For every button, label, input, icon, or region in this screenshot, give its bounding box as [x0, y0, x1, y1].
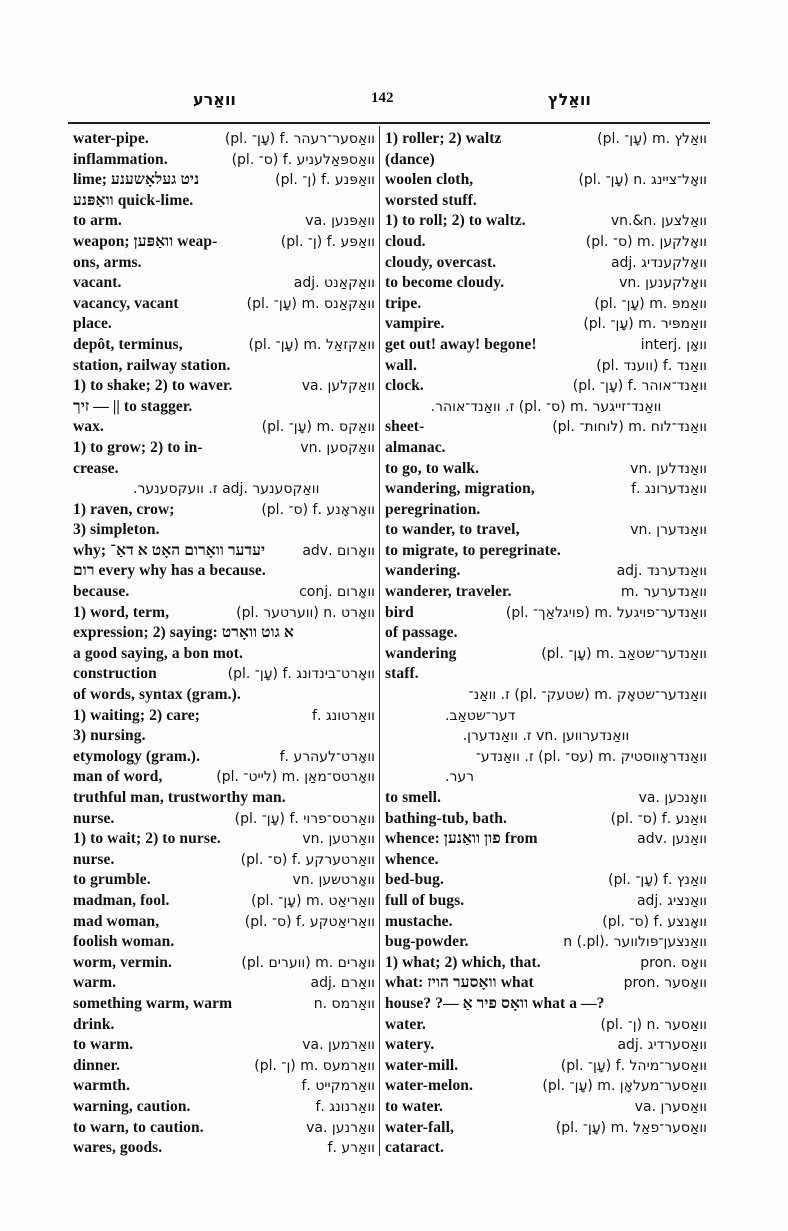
headword: וואָרטשען .vn	[292, 872, 375, 889]
entry-line	[385, 829, 707, 850]
english-gloss: worsted stuff.	[385, 191, 477, 209]
headword: וואַרטען .vn	[302, 831, 375, 848]
entry-line	[385, 644, 707, 665]
headword: וואָסער .pron	[623, 975, 707, 992]
entry-line	[73, 809, 375, 830]
entry-line	[385, 994, 707, 1015]
english-gloss: station, railway station.	[73, 356, 231, 374]
entry-line	[73, 314, 375, 335]
headword: וואַנע .f (ס־ .pl)	[610, 810, 707, 827]
english-gloss: רום every why has a because.	[73, 562, 266, 580]
entry-line	[385, 726, 707, 747]
english-gloss: mustache.	[385, 912, 453, 930]
english-gloss: clock.	[385, 377, 424, 395]
entry-line	[73, 1035, 375, 1056]
english-gloss: to migrate, to peregrinate.	[385, 541, 561, 559]
headword: וואַמפּ .m (עָן־ .pl)	[594, 295, 707, 312]
headword: וואַרע .f	[327, 1140, 375, 1157]
entry-line	[385, 685, 707, 706]
english-gloss: wandering, migration,	[385, 480, 535, 498]
entry-line	[73, 191, 375, 212]
headword: וואַלץ .m (עָן־ .pl)	[597, 131, 707, 147]
entry-line	[73, 459, 375, 480]
english-gloss: depôt, terminus,	[73, 335, 183, 353]
english-gloss: of passage.	[385, 624, 458, 642]
entry-line	[73, 973, 375, 994]
entry-line	[385, 541, 707, 562]
entry-line	[73, 273, 375, 294]
entry-line	[73, 891, 375, 912]
entry-line	[385, 211, 707, 232]
entry-line	[385, 788, 707, 809]
headword: וואַסער־פאַל .m (עָן־ .pl)	[555, 1119, 707, 1136]
headword: וואָלקענדיג .adj	[610, 254, 707, 271]
english-gloss: water-fall,	[385, 1118, 454, 1136]
headword: וואָלקען .m (ס־ .pl)	[585, 233, 707, 250]
headword: וואַקלען .va	[301, 378, 375, 395]
headword: וואַרמעס .m (ן־ .pl)	[254, 1057, 375, 1074]
entry-line	[385, 500, 707, 521]
entry-line	[73, 211, 375, 232]
headword: וואָרט־בינדונג .f (עָן־ .pl)	[227, 666, 375, 683]
entry-line	[385, 932, 707, 953]
entry-line	[73, 726, 375, 747]
headword: וואַנדראָווסטיק .m (עס־ .pl) ז. וואַנדע־	[475, 748, 707, 765]
english-gloss: 1) to roll; 2) to waltz.	[385, 212, 526, 230]
entry-line	[385, 953, 707, 974]
entry-line	[73, 603, 375, 624]
entry-line	[385, 1035, 707, 1056]
english-gloss: wandering	[385, 644, 457, 662]
english-gloss: to warm.	[73, 1036, 134, 1054]
english-gloss: (dance)	[385, 150, 435, 168]
english-gloss: what: וואָסער הויז what	[385, 974, 534, 992]
headword: וואַפּע .f (ן־ .pl)	[280, 233, 375, 250]
entry-line	[385, 335, 707, 356]
entry-line	[385, 314, 707, 335]
english-gloss: nurse.	[73, 809, 115, 827]
headword: וואָלקענען .vn	[619, 275, 707, 292]
entry-line	[73, 356, 375, 377]
english-gloss: warning, caution.	[73, 1097, 191, 1115]
english-gloss: wall.	[385, 356, 417, 374]
entry-line	[73, 561, 375, 582]
headword: וואַנדערן .vn	[630, 522, 707, 539]
entry-line	[385, 294, 707, 315]
entry-line	[73, 335, 375, 356]
headword: וואָרט־לעהרע .f	[279, 748, 375, 765]
english-gloss: whence.	[385, 850, 439, 868]
entry-line	[385, 376, 707, 397]
english-gloss: house? ?— וואָס פיר אַ what a —?	[385, 994, 605, 1012]
english-gloss: 1) raven, crow;	[73, 500, 175, 518]
headword: וואַקס .m (עָן־ .pl)	[261, 419, 375, 436]
headword: וואַנדלען .vn	[630, 460, 707, 477]
english-gloss: 1) waiting; 2) care;	[73, 706, 200, 724]
english-gloss: cataract.	[385, 1139, 444, 1157]
english-gloss: זיך — || to stagger.	[73, 397, 193, 415]
english-gloss: 1) to shake; 2) to waver.	[73, 377, 233, 395]
english-gloss: water-pipe.	[73, 130, 149, 147]
entry-line	[385, 1118, 707, 1139]
entry-line	[73, 479, 375, 500]
headword: וואַנד־זייגער .m (ס־ .pl) ז. וואַנד־אוהר.	[430, 398, 662, 415]
english-gloss: place.	[73, 315, 112, 333]
entry-line	[385, 170, 707, 191]
english-gloss: to wander, to travel,	[385, 521, 520, 539]
headword: וואָרטס־מאַן .m (לייט־ .pl)	[216, 769, 375, 786]
entry-line	[73, 520, 375, 541]
headword: וואַסער .n (ן־ .pl)	[600, 1016, 707, 1033]
entry-line	[73, 664, 375, 685]
entry-line	[73, 150, 375, 171]
english-gloss: וואַפּנע quick-lime.	[73, 191, 194, 209]
page-number: 142	[371, 90, 394, 106]
headword: וואַריאַטקע .f (ס־ .pl)	[244, 913, 375, 930]
headword: וואַרטס־פרוי .f (עָן־ .pl)	[234, 810, 375, 827]
headword: וואַרטערקע .f (ס־ .pl)	[240, 851, 375, 868]
english-gloss: wares, goods.	[73, 1139, 163, 1157]
english-gloss: vacancy, vacant	[73, 294, 179, 312]
entry-line	[73, 500, 375, 521]
headword: וואָס .pron	[640, 954, 707, 971]
english-gloss: worm, vermin.	[73, 953, 173, 971]
entry-line	[73, 1056, 375, 1077]
english-gloss: truthful man, trustworthy man.	[73, 789, 286, 806]
english-gloss: a good saying, a bon mot.	[73, 644, 244, 662]
headword: וואַסערדיג .adj	[617, 1037, 707, 1054]
left-guide-word: וואַרע	[193, 90, 236, 109]
entry-line	[385, 973, 707, 994]
headword: וואַרמקייט .f	[301, 1078, 375, 1095]
entry-line	[73, 747, 375, 768]
english-gloss: to arm.	[73, 212, 122, 230]
headword: וואַנד .f (ווענד .pl)	[596, 357, 707, 374]
english-gloss: cloud.	[385, 232, 426, 250]
headword: וואַרנונג .f	[315, 1098, 375, 1115]
entry-line	[385, 809, 707, 830]
english-gloss: nurse.	[73, 850, 115, 868]
entry-line	[385, 603, 707, 624]
entry-line	[73, 644, 375, 665]
entry-line	[73, 1076, 375, 1097]
headword: וואַנדער־שטאַב .m (עָן־ .pl)	[541, 645, 707, 662]
english-gloss: wanderer, traveler.	[385, 583, 512, 601]
english-gloss: bed-bug.	[385, 871, 444, 889]
english-gloss: bug-powder.	[385, 933, 469, 951]
column-divider	[379, 126, 380, 1156]
english-gloss: wax.	[73, 418, 104, 436]
entry-line	[73, 912, 375, 933]
headword: וואַקסען .vn	[300, 439, 375, 456]
headword: וואַנען .adv	[637, 831, 707, 848]
entry-line	[385, 479, 707, 500]
english-gloss: expression; 2) saying: א גוט וואָרט	[73, 624, 294, 642]
english-gloss: whence: פון וואַנען from	[385, 830, 538, 848]
headword: וואַנדערווען .vn ז. וואַנדערן.	[462, 728, 630, 745]
entry-line	[73, 829, 375, 850]
english-gloss: get out! away! begone!	[385, 335, 537, 353]
headword: וואַנדערונג .f	[631, 481, 707, 498]
headword: וואַנדערער .m	[620, 584, 707, 601]
headword: וואָנכען .va	[638, 790, 707, 806]
english-gloss: lime; ניט געלאָשענע	[73, 171, 200, 189]
right-guide-word: וואַלץ	[548, 90, 591, 109]
entry-line	[385, 1138, 707, 1159]
english-gloss: 1) to grow; 2) to in-	[73, 438, 203, 456]
headword: וואַסערן .va	[634, 1098, 707, 1115]
headword: וואָראָנע .f (ס־ .pl)	[261, 501, 375, 518]
english-gloss: madman, fool.	[73, 891, 170, 909]
headword: דער־שטאַב.	[445, 707, 516, 724]
headword: וואַסער־מיהל .f (עָן־ .pl)	[560, 1057, 707, 1074]
english-gloss: vampire.	[385, 315, 445, 333]
entry-line	[73, 541, 375, 562]
entry-line	[73, 1097, 375, 1118]
headword: וואַרם .adj	[310, 975, 375, 992]
headword: וואַפּנען .va	[305, 213, 375, 230]
entry-line	[385, 664, 707, 685]
english-gloss: woolen cloth,	[385, 171, 474, 189]
english-gloss: water.	[385, 1015, 426, 1033]
headword: וואָרום .adv	[302, 542, 375, 559]
english-gloss: bathing-tub, bath.	[385, 809, 507, 827]
headword: וואַנד־אוהר .f (עָן־ .pl)	[572, 378, 707, 395]
header-rule	[68, 122, 710, 124]
english-gloss: something warm, warm	[73, 994, 233, 1012]
headword: וואָרים .m (ווערים .pl)	[241, 954, 375, 971]
entry-line	[73, 1118, 375, 1139]
headword: וואַפּנע .f (ן־ .pl)	[275, 172, 375, 189]
headword: וואַקאַנט .adj	[293, 275, 375, 292]
english-gloss: water-mill.	[385, 1056, 459, 1074]
page-header	[78, 90, 708, 114]
entry-line	[385, 706, 707, 727]
entry-line	[385, 747, 707, 768]
headword: וואַלצען .vn.&n	[610, 213, 707, 230]
headword: וואַנציג .adj	[636, 892, 707, 909]
headword: וואַרנען .va	[306, 1119, 375, 1136]
entry-line	[73, 253, 375, 274]
headword: וואַנדער־שטאָק .m (שטעק־ .pl) ז. וואַנ־	[468, 687, 707, 704]
entry-line	[385, 870, 707, 891]
entry-line	[73, 870, 375, 891]
english-gloss: man of word,	[73, 768, 163, 786]
english-gloss: watery.	[385, 1036, 435, 1054]
entry-line	[385, 356, 707, 377]
english-gloss: mad woman,	[73, 912, 160, 930]
headword: וואַרמען .va	[302, 1037, 375, 1054]
entry-line	[385, 582, 707, 603]
entry-line	[385, 273, 707, 294]
english-gloss: staff.	[385, 665, 419, 683]
headword: וואַסער־מעלאָן .m (עָן־ .pl)	[542, 1078, 707, 1095]
english-gloss: crease.	[73, 459, 119, 477]
entry-line	[385, 150, 707, 171]
entry-line	[73, 232, 375, 253]
english-gloss: cloudy, overcast.	[385, 253, 497, 271]
entry-line	[385, 1015, 707, 1036]
entry-line	[385, 253, 707, 274]
english-gloss: dinner.	[73, 1056, 121, 1074]
entry-line	[385, 623, 707, 644]
english-gloss: 1) roller; 2) waltz	[385, 130, 502, 147]
english-gloss: to water.	[385, 1097, 444, 1115]
entry-line	[385, 1097, 707, 1118]
english-gloss: 1) what; 2) which, that.	[385, 953, 541, 971]
english-gloss: etymology (gram.).	[73, 747, 201, 765]
english-gloss: sheet-	[385, 418, 425, 436]
english-gloss: warm.	[73, 974, 117, 992]
entry-line	[73, 767, 375, 788]
entry-line	[73, 932, 375, 953]
entry-line	[385, 232, 707, 253]
english-gloss: because.	[73, 583, 130, 601]
entry-line	[73, 376, 375, 397]
entry-line	[73, 623, 375, 644]
entry-line	[73, 953, 375, 974]
english-gloss: bird	[385, 603, 414, 621]
english-gloss: ons, arms.	[73, 253, 142, 271]
english-gloss: 1) word, term,	[73, 603, 170, 621]
english-gloss: 1) to wait; 2) to nurse.	[73, 830, 221, 848]
entry-line	[73, 1015, 375, 1036]
english-gloss: to warn, to caution.	[73, 1118, 204, 1136]
english-gloss: to smell.	[385, 789, 441, 806]
headword: וואָל־ציינג .n (עָן־ .pl)	[578, 172, 707, 189]
entry-line	[73, 129, 375, 150]
entry-line	[73, 417, 375, 438]
english-gloss: 3) nursing.	[73, 727, 146, 745]
english-gloss: tripe.	[385, 294, 422, 312]
headword: וואַרטונג .f	[312, 707, 375, 724]
english-gloss: why; יעדער וואָרום האָט א דאַ־	[73, 541, 266, 559]
entry-line	[385, 417, 707, 438]
headword: וואַמפּיר .m (עָן־ .pl)	[583, 316, 707, 333]
english-gloss: to grumble.	[73, 871, 151, 889]
english-gloss: water-melon.	[385, 1077, 473, 1095]
headword: וואַנדערנד .adj	[616, 563, 707, 580]
entry-line	[385, 129, 707, 150]
english-gloss: 3) simpleton.	[73, 521, 160, 539]
entry-line	[73, 788, 375, 809]
english-gloss: foolish woman.	[73, 933, 175, 951]
entry-line	[73, 850, 375, 871]
headword: וואָנצע .f (ס־ .pl)	[602, 913, 707, 930]
english-gloss: peregrination.	[385, 500, 481, 518]
headword: וואָן .interj	[640, 336, 707, 353]
entry-line	[385, 1076, 707, 1097]
headword: רער.	[445, 769, 475, 786]
english-gloss: to become cloudy.	[385, 274, 505, 292]
entry-line	[73, 706, 375, 727]
entry-line	[385, 397, 707, 418]
english-gloss: wandering.	[385, 562, 461, 580]
headword: וואַנד־לוח .m (לוחות־ .pl)	[552, 419, 707, 436]
headword: וואַקאַנס .m (עָן־ .pl)	[246, 295, 375, 312]
entry-line	[385, 191, 707, 212]
entry-line	[385, 767, 707, 788]
english-gloss: weapon; וואַפּען weap-	[73, 232, 218, 250]
english-gloss: to go, to walk.	[385, 459, 480, 477]
english-gloss: inflammation.	[73, 150, 168, 168]
entry-line	[385, 438, 707, 459]
entry-line	[73, 582, 375, 603]
entry-line	[385, 459, 707, 480]
english-gloss: almanac.	[385, 438, 446, 456]
entry-line	[73, 294, 375, 315]
entry-line	[385, 520, 707, 541]
entry-line	[73, 685, 375, 706]
entry-line	[385, 561, 707, 582]
headword: וואַנצען־פּולווער .n (.pl)	[563, 934, 707, 951]
entry-line	[385, 850, 707, 871]
headword: וואָרום .conj	[299, 584, 375, 601]
english-gloss: drink.	[73, 1015, 115, 1033]
headword: וואַסער־רעהר .f (עָן־ .pl)	[224, 131, 375, 147]
entry-line	[73, 438, 375, 459]
english-gloss: warmth.	[73, 1077, 131, 1095]
headword: וואָרט .n (ווערטער .pl)	[236, 604, 375, 621]
english-gloss: vacant.	[73, 274, 122, 292]
headword: וואַנץ .f (עָן־ .pl)	[608, 872, 707, 889]
headword: וואַרמס .n	[313, 995, 375, 1012]
headword: וואַריאַט .m (עָן־ .pl)	[251, 892, 375, 909]
headword: וואַנדער־פויגעל .m (פויגלאַך־ .pl)	[505, 604, 707, 621]
english-gloss: full of bugs.	[385, 891, 465, 909]
entry-line	[385, 891, 707, 912]
headword: וואַספּאַלעניע .f (ס־ .pl)	[231, 151, 375, 168]
right-column	[385, 129, 707, 1159]
left-column	[73, 129, 375, 1159]
headword: וואַקזאַל .m (עָן־ .pl)	[248, 336, 375, 353]
english-gloss: construction	[73, 665, 157, 683]
headword: וואַקסענער .adj ז. וועקסענער.	[133, 481, 320, 498]
entry-line	[73, 994, 375, 1015]
entry-line	[73, 170, 375, 191]
entry-line	[73, 1138, 375, 1159]
entry-line	[385, 1056, 707, 1077]
entry-line	[385, 912, 707, 933]
english-gloss: of words, syntax (gram.).	[73, 686, 241, 704]
entry-line	[73, 397, 375, 418]
